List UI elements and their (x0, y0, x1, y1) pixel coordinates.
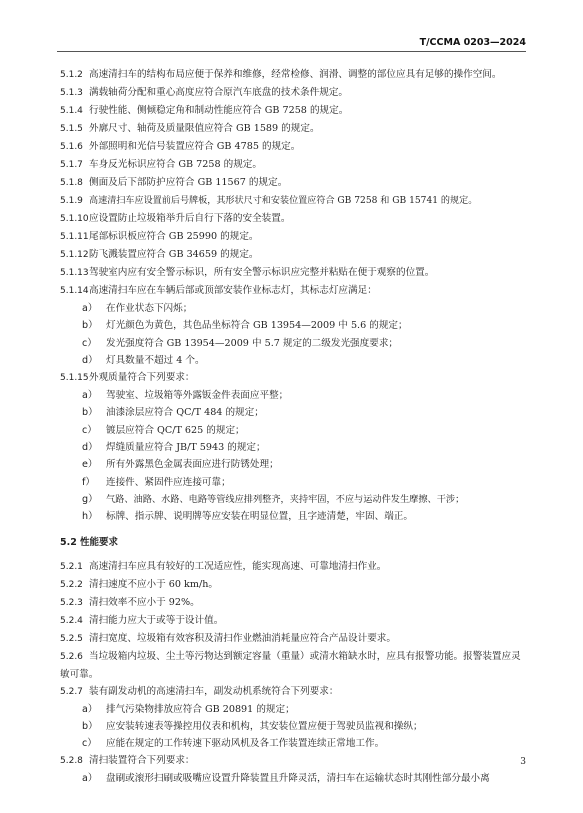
clause-5-2-6 (60, 648, 526, 683)
clause-5-1-10 (60, 210, 526, 228)
list-item (60, 508, 526, 525)
list-item (60, 317, 526, 334)
list-item (60, 701, 526, 718)
item-label: b） (82, 320, 98, 332)
clause-5-1-6 (60, 138, 526, 156)
list-item (60, 300, 526, 317)
clause-text: 清扫装置符合下列要求： (89, 755, 195, 767)
item-text: 气路、油路、水路、电路等管线应排列整齐，夹持牢固，不应与运动件发生摩擦、干涉； (106, 493, 465, 505)
list-item (60, 491, 526, 508)
item-label: a） (82, 390, 98, 402)
item-label: a） (82, 703, 98, 715)
section-number: 5.2 (60, 536, 77, 548)
item-label: f） (82, 476, 95, 488)
clause-5-2-7 (60, 683, 526, 701)
section-heading (60, 534, 526, 551)
clause-5-2-2 (60, 576, 526, 594)
item-text: 镀层应符合 QC/T 625 的规定； (106, 424, 245, 436)
clause-text: 清扫效率不应小于 92%。 (89, 596, 200, 608)
standard-code-header: T/CCMA 0203—2024 (419, 37, 526, 48)
item-label: h） (82, 511, 98, 523)
clause-text: 高速清扫车的结构布局应便于保养和维修，经常检修、润滑、调整的部位应具有足够的操作空间。 (89, 69, 502, 80)
clause-number: 5.1.11 (60, 232, 89, 242)
item-text: 发光强度符合 GB 13954—2009 中 5.7 规定的二级发光强度要求； (106, 337, 399, 349)
clause-5-1-9 (60, 192, 526, 210)
item-label: c） (82, 738, 97, 750)
clause-5-1-14 (60, 282, 526, 300)
list-item (60, 456, 526, 473)
clause-number: 5.1.3 (60, 88, 83, 98)
item-text: 连接件、紧固件应连接可靠； (106, 476, 231, 488)
clause-text: 装有副发动机的高速清扫车，副发动机系统符合下列要求： (89, 685, 339, 697)
item-label: d） (82, 442, 98, 454)
document-body (60, 66, 526, 788)
clause-text: 外观质量符合下列要求： (89, 372, 195, 384)
clause-text: 行驶性能、侧倾稳定角和制动性能应符合 GB 7258 的规定。 (89, 105, 349, 116)
clause-number: 5.1.12 (60, 250, 89, 260)
clause-5-1-2 (60, 66, 526, 84)
list-item (60, 387, 526, 404)
list-item (60, 422, 526, 439)
clause-number: 5.1.7 (60, 160, 83, 170)
clause-number: 5.2.3 (60, 597, 83, 608)
clause-text: 防飞溅装置应符合 GB 34659 的规定。 (89, 249, 259, 260)
clause-number: 5.2.6 (60, 651, 83, 662)
clause-number: 5.1.14 (60, 286, 89, 296)
clause-text: 驾驶室内应有安全警示标识，所有安全警示标识应完整并粘贴在便于观察的位置。 (89, 267, 435, 278)
clause-text: 外部照明和光信号装置应符合 GB 4785 的规定。 (89, 141, 301, 152)
clause-number: 5.1.2 (60, 70, 83, 80)
clause-5-2-5 (60, 630, 526, 648)
clause-5-2-8 (60, 752, 526, 770)
clause-text: 清扫速度不应小于 60 km/h。 (89, 578, 218, 590)
clause-text: 高速清扫车应具有较好的工况适应性，能实现高速、可靠地清扫作业。 (89, 560, 387, 572)
clause-text: 清扫能力应大于或等于设计值。 (89, 614, 224, 626)
item-text: 油漆涂层应符合 QC/T 484 的规定； (106, 407, 264, 419)
clause-number: 5.2.1 (60, 561, 83, 572)
clause-number: 5.1.5 (60, 124, 83, 134)
item-label: b） (82, 720, 98, 732)
list-item (60, 352, 526, 369)
item-label: a） (82, 303, 98, 314)
list-item (60, 404, 526, 421)
clause-number: 5.1.6 (60, 142, 83, 152)
item-label: a） (82, 773, 98, 785)
item-label: b） (82, 407, 98, 419)
clause-number: 5.2.7 (60, 686, 83, 697)
clause-text: 当垃圾箱内垃圾、尘土等污物达到额定容量（重量）或清水箱缺水时，应具有报警功能。报警装置应灵敏可靠。 (60, 650, 521, 680)
clause-text: 侧面及后下部防护应符合 GB 11567 的规定。 (89, 177, 288, 188)
item-text: 灯具数量不超过 4 个。 (106, 354, 205, 366)
clause-number: 5.1.8 (60, 178, 83, 188)
section-title: 性能要求 (80, 536, 119, 548)
item-label: d） (82, 354, 98, 366)
item-label: g） (82, 493, 98, 505)
item-label: c） (82, 337, 97, 349)
clause-5-1-4 (60, 102, 526, 120)
clause-5-1-7 (60, 156, 526, 174)
clause-5-2-3 (60, 594, 526, 612)
list-item (60, 735, 526, 752)
clause-number: 5.1.9 (60, 196, 83, 206)
clause-5-1-5 (60, 120, 526, 138)
clause-text: 高速清扫车应在车辆后部或顶部安装作业标志灯，其标志灯应满足： (89, 285, 377, 296)
item-text: 应安装转速表等操控用仪表和机构，其安装位置应便于驾驶员监视和操纵； (106, 720, 423, 732)
clause-number: 5.2.5 (60, 633, 83, 644)
clause-text: 外廓尺寸、轴荷及质量限值应符合 GB 1589 的规定。 (89, 123, 320, 134)
clause-5-1-3 (60, 84, 526, 102)
clause-text: 应设置防止垃圾箱举升后自行下落的安全装置。 (89, 213, 291, 224)
clause-number: 5.2.4 (60, 615, 83, 626)
item-text: 驾驶室、垃圾箱等外露钣金件表面应平整； (106, 390, 289, 402)
clause-5-1-11 (60, 228, 526, 246)
clause-number: 5.1.10 (60, 214, 89, 224)
item-text: 所有外露黑色金属表面应进行防锈处理； (106, 459, 279, 471)
item-label: e） (82, 459, 98, 471)
clause-5-2-1 (60, 558, 526, 576)
clause-number: 5.1.13 (60, 268, 89, 278)
clause-number: 5.2.2 (60, 579, 83, 590)
clause-5-1-8 (60, 174, 526, 192)
list-item (60, 335, 526, 352)
item-text: 应能在规定的工作转速下驱动风机及各工作装置连续正常地工作。 (106, 738, 385, 750)
clause-text: 尾部标识板应符合 GB 25990 的规定。 (89, 231, 259, 242)
clause-5-1-12 (60, 246, 526, 264)
clause-text: 清扫宽度、垃圾箱有效容积及清扫作业燃油消耗量应符合产品设计要求。 (89, 632, 396, 644)
page-number: 3 (520, 757, 526, 767)
item-text: 盘刷或滚形扫刷或吸嘴应设置升降装置且升降灵活，清扫车在运输状态时其刚性部分最小离 (106, 773, 490, 785)
item-text: 灯光颜色为黄色，其色品坐标符合 GB 13954—2009 中 5.6 的规定； (106, 320, 408, 332)
clause-5-2-4 (60, 612, 526, 630)
list-item (60, 439, 526, 456)
item-label: c） (82, 424, 97, 436)
header-rule (57, 51, 526, 52)
item-text: 焊缝质量应符合 JB/T 5943 的规定； (106, 442, 266, 454)
list-item (60, 770, 526, 787)
list-item (60, 718, 526, 735)
clause-text: 满载轴荷分配和重心高度应符合原汽车底盘的技术条件规定。 (89, 87, 349, 98)
clause-number: 5.1.4 (60, 106, 83, 116)
clause-number: 5.1.15 (60, 373, 89, 384)
clause-5-1-13 (60, 264, 526, 282)
item-text: 标牌、指示牌、说明牌等应安装在明显位置，且字迹清楚，牢固、端正。 (106, 511, 413, 523)
item-text: 排气污染物排放应符合 GB 20891 的规定； (106, 703, 295, 715)
item-text: 在作业状态下闪烁； (106, 303, 193, 314)
clause-number: 5.2.8 (60, 756, 83, 767)
list-item (60, 474, 526, 491)
clause-text: 车身反光标识应符合 GB 7258 的规定。 (89, 159, 262, 170)
clause-text: 高速清扫车应设置前后号牌板，其形状尺寸和安装位置应符合 GB 7258 和 GB 15741 的规定。 (89, 196, 478, 206)
clause-5-1-15 (60, 369, 526, 387)
